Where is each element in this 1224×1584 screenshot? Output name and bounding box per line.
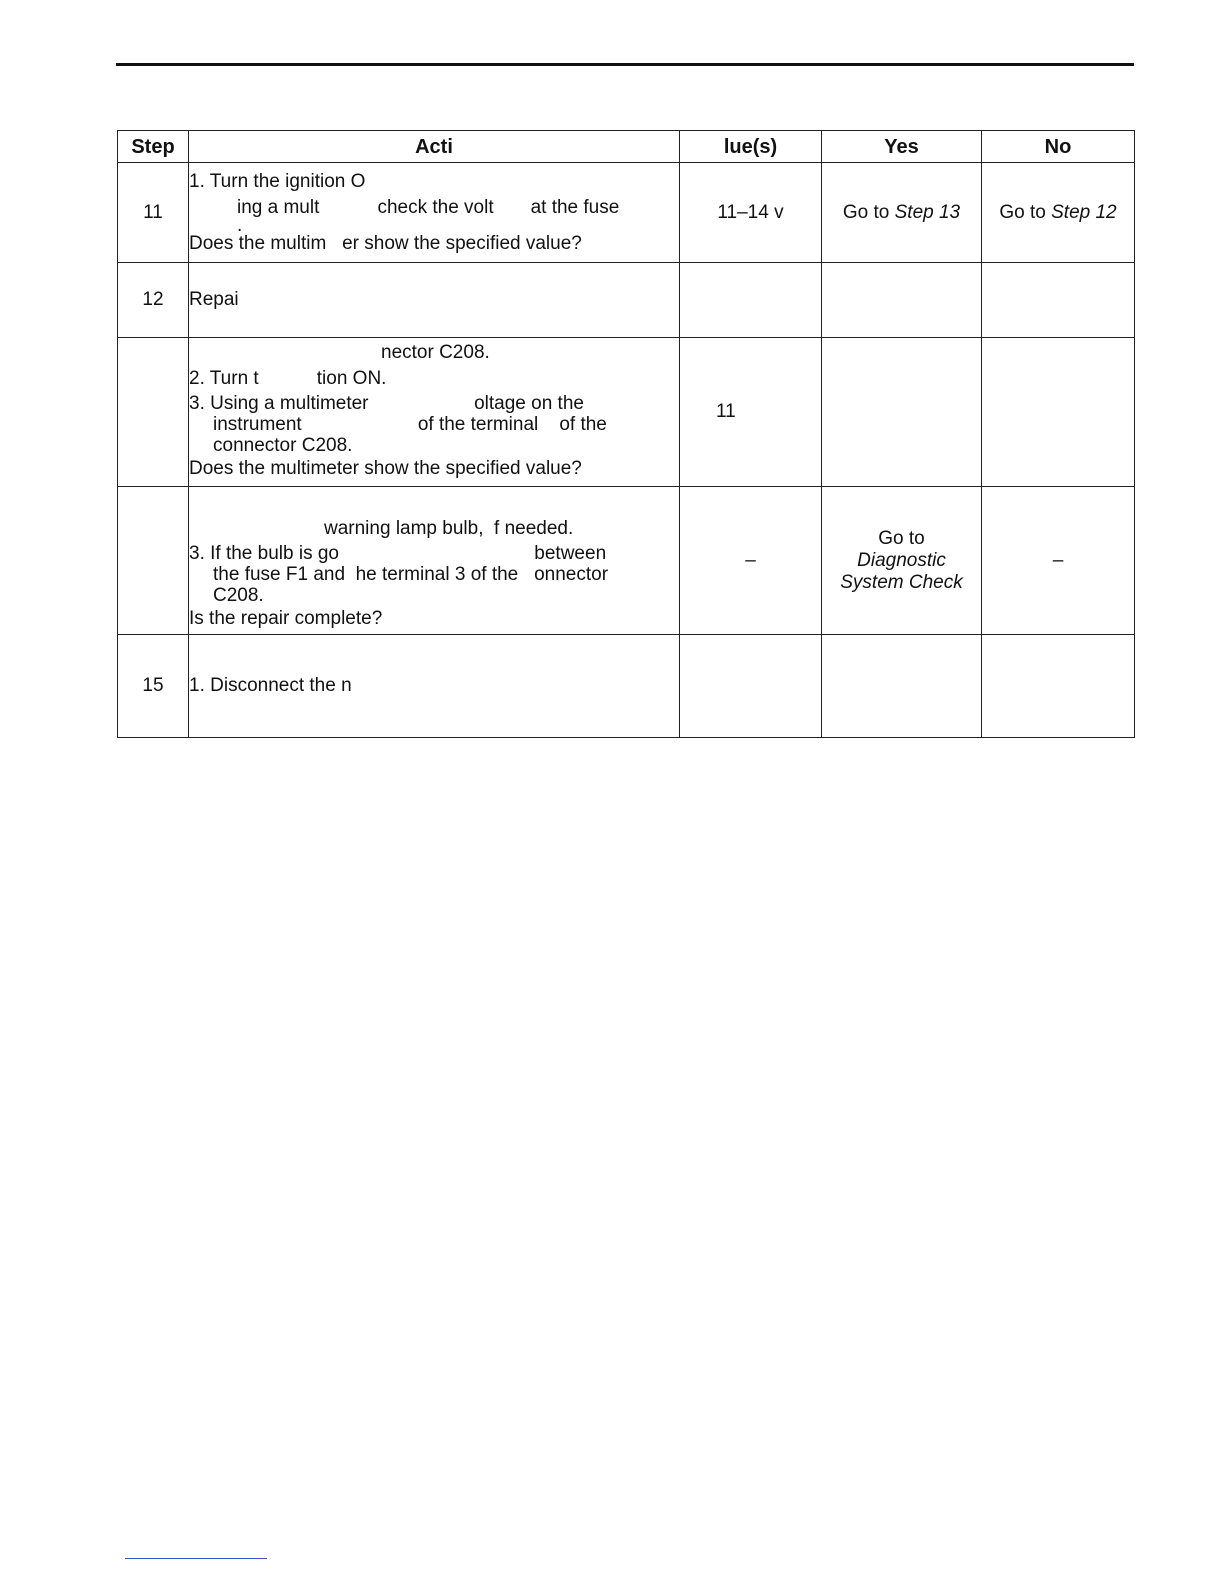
yes-cell bbox=[822, 487, 982, 635]
action-cell bbox=[189, 487, 680, 635]
no-cell bbox=[982, 635, 1135, 738]
step-number bbox=[118, 487, 189, 635]
no-prefix: Go to bbox=[999, 201, 1052, 223]
yes-cell bbox=[822, 163, 982, 263]
step-number: 15 bbox=[118, 635, 189, 738]
action-line: C208. bbox=[213, 584, 264, 606]
action-cell bbox=[189, 163, 680, 263]
step-number: 12 bbox=[118, 263, 189, 338]
action-line: 1. Turn the ignition O bbox=[189, 170, 366, 192]
header-step: Step bbox=[118, 131, 189, 163]
header-action: Acti bbox=[189, 131, 680, 163]
table-row bbox=[118, 635, 1135, 738]
action-cell bbox=[189, 635, 680, 738]
diagnostic-link[interactable]: Diagnostic bbox=[857, 549, 946, 571]
action-line: ing a mult check the volt at the fuse bbox=[237, 196, 620, 218]
header-yes: Yes bbox=[822, 131, 982, 163]
header-values: lue(s) bbox=[680, 131, 822, 163]
table-row bbox=[118, 487, 1135, 635]
no-step-link[interactable]: Step 12 bbox=[1051, 201, 1117, 223]
action-cell bbox=[189, 338, 680, 487]
yes-cell bbox=[822, 263, 982, 338]
action-line: . bbox=[237, 214, 243, 236]
table-row bbox=[118, 163, 1135, 263]
step-number bbox=[118, 338, 189, 487]
action-line: Repai bbox=[189, 289, 239, 310]
action-line: Does the multim er show the specified value? bbox=[189, 232, 582, 254]
table-row bbox=[118, 263, 1135, 338]
system-check-link[interactable]: System Check bbox=[840, 571, 963, 593]
yes-cell bbox=[822, 338, 982, 487]
table-row bbox=[118, 338, 1135, 487]
no-cell bbox=[982, 338, 1135, 487]
action-line: 1. Disconnect the n bbox=[189, 675, 352, 696]
header-rule bbox=[116, 63, 1134, 66]
action-line: warning lamp bulb, f needed. bbox=[324, 517, 574, 539]
action-line: nector C208. bbox=[381, 342, 490, 363]
no-cell bbox=[982, 163, 1135, 263]
header-no: No bbox=[982, 131, 1135, 163]
yes-cell bbox=[822, 635, 982, 738]
action-line: Does the multimeter show the specified value? bbox=[189, 458, 582, 479]
action-line: Is the repair complete? bbox=[189, 607, 383, 629]
yes-step-link[interactable]: Step 13 bbox=[894, 201, 961, 223]
table-header-row bbox=[118, 131, 1135, 163]
value-cell bbox=[680, 263, 822, 338]
value-cell: 11–14 v bbox=[680, 163, 822, 263]
diagnostic-table bbox=[117, 130, 1135, 738]
no-cell bbox=[982, 263, 1135, 338]
no-cell: – bbox=[982, 487, 1135, 635]
action-line: 3. If the bulb is go between bbox=[189, 542, 607, 564]
action-line: connector C208. bbox=[213, 435, 353, 456]
action-line: instrument of the terminal of the bbox=[213, 414, 607, 435]
yes-prefix: Go to bbox=[842, 201, 895, 223]
yes-text: Go to bbox=[878, 527, 925, 549]
value-cell bbox=[680, 635, 822, 738]
value-cell: – bbox=[680, 487, 822, 635]
action-line: 2. Turn t tion ON. bbox=[189, 368, 387, 389]
value-cell: 11 bbox=[680, 338, 822, 487]
action-cell bbox=[189, 263, 680, 338]
action-line: the fuse F1 and he terminal 3 of the onnector bbox=[213, 563, 609, 585]
footer-link-underline bbox=[125, 1558, 267, 1559]
action-line: 3. Using a multimeter oltage on the bbox=[189, 393, 584, 414]
step-number: 11 bbox=[118, 163, 189, 263]
